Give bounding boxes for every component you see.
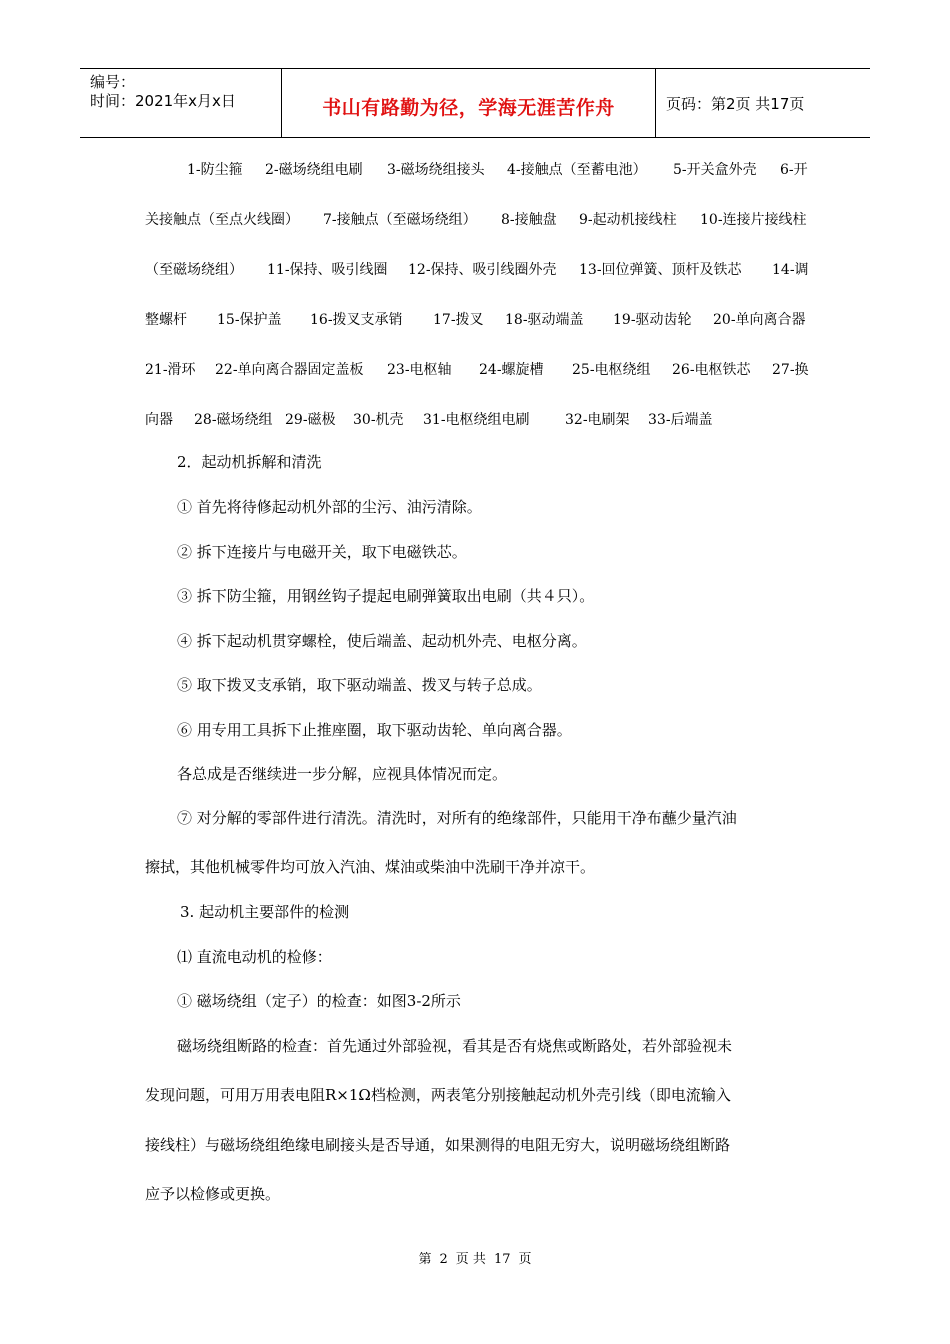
footer-page-total: 17 [493,1252,511,1267]
footer-page-suffix: 页 [518,1252,532,1267]
step-item: ① 首先将待修起动机外部的尘污、油污清除。 [177,498,482,516]
caption-item: 26-电枢铁芯 [672,362,751,378]
footer-page-mid: 页 共 [455,1252,486,1267]
caption-item: 19-驱动齿轮 [613,312,692,328]
caption-item: 3-磁场绕组接头 [387,162,485,178]
caption-item: 25-电枢绕组 [572,362,651,378]
page-label: 页码：第2页 共17页 [666,95,805,113]
caption-item: 关接触点（至点火线圈） [145,212,299,228]
caption-item: 15-保护盖 [217,312,282,328]
page-footer [0,1248,950,1267]
step-item: ⑦ 对分解的零部件进行清洗。清洗时，对所有的绝缘部件，只能用干净布蘸少量汽油 [177,809,737,827]
caption-item: 6-开 [780,162,808,178]
subsection-heading: ⑴ 直流电动机的检修： [177,948,332,966]
caption-item: 29-磁极 [285,412,336,428]
step-item: ① 磁场绕组（定子）的检查：如图3-2所示 [177,992,461,1010]
caption-item: 向器 [145,412,173,428]
step-item: ② 拆下连接片与电磁开关，取下电磁铁芯。 [177,543,467,561]
caption-item: 5-开关盒外壳 [673,162,757,178]
caption-item: 9-起动机接线柱 [579,212,677,228]
caption-item: 14-调 [772,262,809,278]
caption-item: 7-接触点（至磁场绕组） [323,212,477,228]
caption-item: 1-防尘箍 [187,162,243,178]
caption-item: 13-回位弹簧、顶杆及铁芯 [579,262,742,278]
caption-item: （至磁场绕组） [145,262,243,278]
caption-item: 18-驱动端盖 [505,312,584,328]
caption-item: 30-机壳 [353,412,404,428]
caption-item: 20-单向离合器 [713,312,806,328]
paragraph-line: 应予以检修或更换。 [145,1185,281,1203]
caption-item: 11-保持、吸引线圈 [267,262,388,278]
section-heading: 2．起动机拆解和清洗 [177,453,322,471]
caption-item: 27-换 [772,362,809,378]
footer-page-number: 2 [439,1252,448,1267]
step-item: ③ 拆下防尘箍，用钢丝钩子提起电刷弹簧取出电刷（共４只）。 [177,587,595,605]
paragraph-line: 擦拭，其他机械零件均可放入汽油、煤油或柴油中洗刷干净并凉干。 [145,858,596,876]
caption-item: 24-螺旋槽 [479,362,544,378]
paragraph-line: 发现问题，可用万用表电阻R×1Ω档检测，两表笔分别接触起动机外壳引线（即电流输入 [145,1086,731,1104]
caption-item: 22-单向离合器固定盖板 [215,362,364,378]
caption-item: 整螺杆 [145,312,187,328]
motto: 书山有路勤为径，学海无涯苦作舟 [322,97,615,119]
time-label: 时间：2021年x月x日 [90,92,236,110]
caption-item: 17-拨叉 [433,312,484,328]
header-motto-cell [282,69,656,137]
section-heading: 3. 起动机主要部件的检测 [180,903,350,921]
header-page-cell [656,69,870,137]
caption-item: 21-滑环 [145,362,196,378]
caption-item: 33-后端盖 [648,412,713,428]
caption-item: 8-接触盘 [501,212,557,228]
caption-item: 16-拨叉支承销 [310,312,403,328]
step-item: ④ 拆下起动机贯穿螺栓，使后端盖、起动机外壳、电枢分离。 [177,632,587,650]
footer-page-prefix: 第 [418,1252,432,1267]
paragraph-line: 接线柱）与磁场绕组绝缘电刷接头是否导通，如果测得的电阻无穷大，说明磁场绕组断路 [145,1136,731,1154]
caption-item: 31-电枢绕组电刷 [423,412,530,428]
step-item: ⑤ 取下拨叉支承销，取下驱动端盖、拨叉与转子总成。 [177,676,542,694]
caption-item: 2-磁场绕组电刷 [265,162,363,178]
caption-item: 32-电刷架 [565,412,630,428]
caption-item: 23-电枢轴 [387,362,452,378]
caption-item: 10-连接片接线柱 [700,212,807,228]
caption-item: 28-磁场绕组 [194,412,273,428]
caption-item: 4-接触点（至蓄电池） [507,162,647,178]
code-label: 编号： [90,73,136,91]
header-info-cell [80,69,282,137]
paragraph-line: 各总成是否继续进一步分解，应视具体情况而定。 [177,765,508,783]
caption-item: 12-保持、吸引线圈外壳 [408,262,557,278]
paragraph-line: 磁场绕组断路的检查：首先通过外部验视，看其是否有烧焦或断路处，若外部验视未 [177,1037,733,1055]
page-header [80,68,870,138]
step-item: ⑥ 用专用工具拆下止推座圈，取下驱动齿轮、单向离合器。 [177,721,572,739]
